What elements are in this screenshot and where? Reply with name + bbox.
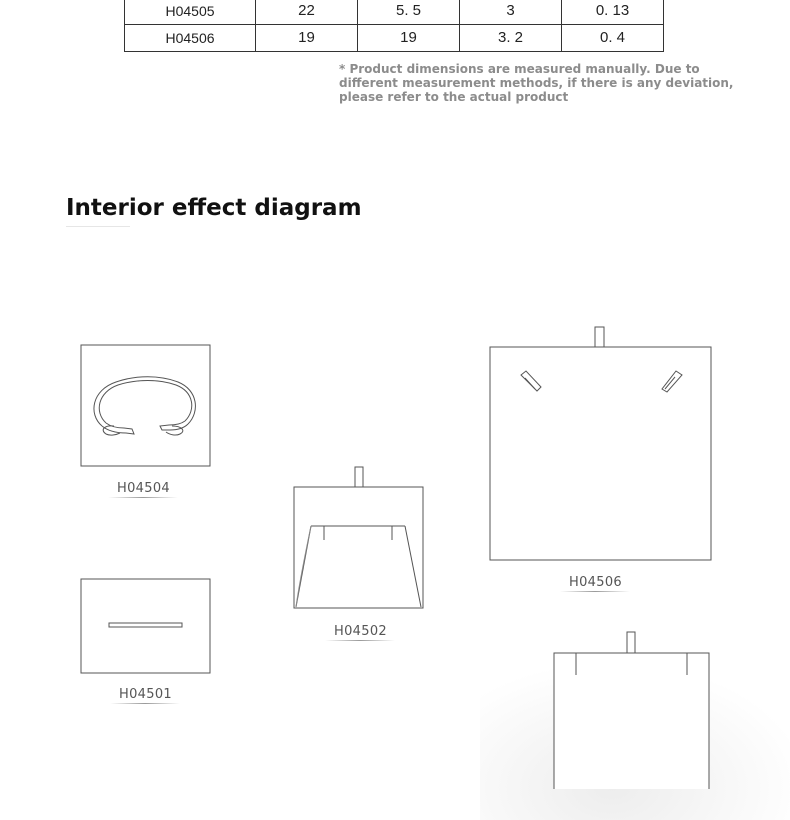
- table-cell: 0. 4: [562, 25, 664, 52]
- title-underline: [66, 226, 130, 227]
- label-underline: [110, 703, 180, 704]
- section-title: Interior effect diagram: [66, 195, 362, 221]
- table-cell: H04505: [125, 0, 256, 25]
- measurement-note: * Product dimensions are measured manually. Due to different measurement methods, if there is any deviation, please refer to the actual product: [339, 62, 734, 104]
- label-underline: [325, 640, 395, 641]
- spec-table: [124, 0, 664, 52]
- diagram-h04501: [80, 578, 212, 675]
- table-cell: 5. 5: [358, 0, 460, 25]
- diagram-h04505: [553, 629, 711, 789]
- diagram-h04506: [489, 325, 713, 563]
- diagram-h04504: [80, 344, 212, 468]
- table-cell: 3. 2: [460, 25, 562, 52]
- table-cell: 19: [358, 25, 460, 52]
- diagram-h04502: [293, 465, 425, 610]
- diagram-label: H04506: [569, 575, 622, 590]
- diagram-label: H04501: [119, 687, 172, 702]
- label-underline: [108, 497, 178, 498]
- table-cell: 3: [460, 0, 562, 25]
- table-cell: 0. 13: [562, 0, 664, 25]
- table-row: [125, 0, 664, 25]
- diagram-label: H04504: [117, 481, 170, 496]
- earring-board-drawing: [489, 325, 713, 563]
- label-underline: [560, 591, 630, 592]
- table-row: [125, 25, 664, 52]
- table-cell: H04506: [125, 25, 256, 52]
- bangle-display-drawing: [80, 344, 212, 468]
- diagram-label: H04502: [334, 624, 387, 639]
- ring-slot-drawing: [80, 578, 212, 675]
- table-cell: 22: [256, 0, 358, 25]
- pendant-board-drawing: [553, 629, 711, 789]
- necklace-bust-drawing: [293, 465, 425, 610]
- table-cell: 19: [256, 25, 358, 52]
